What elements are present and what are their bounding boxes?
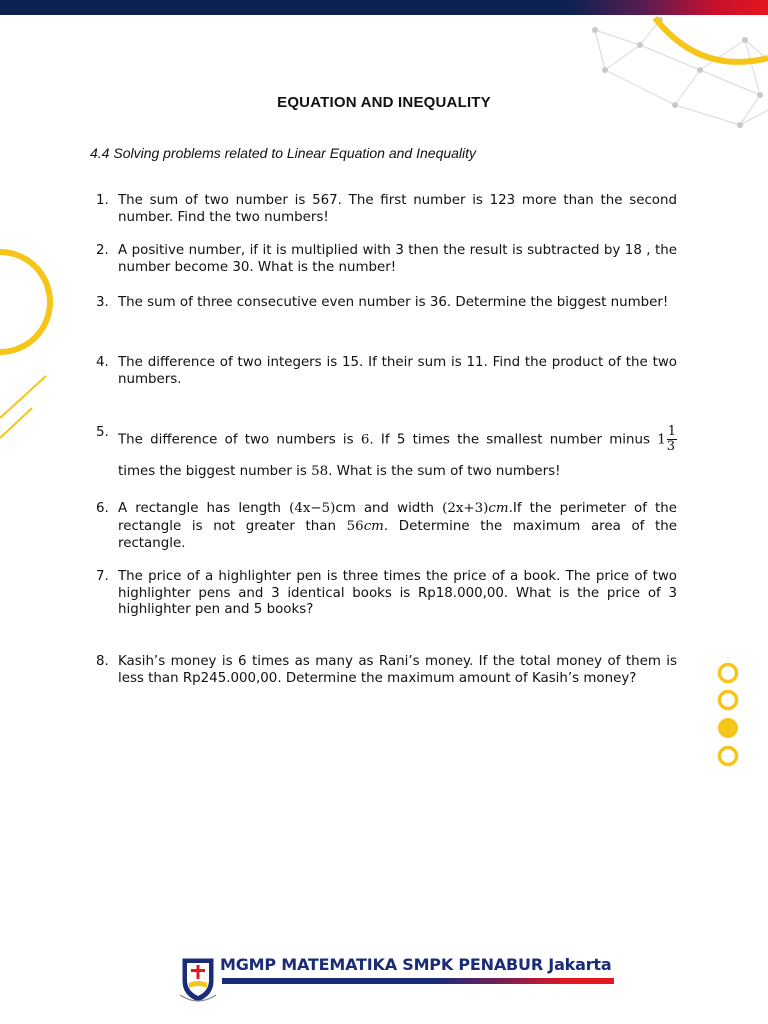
footer-divider (222, 978, 614, 984)
page-title: EQUATION AND INEQUALITY (277, 94, 491, 111)
problem-text: .If the perimeter of the rectangle is not greater than (118, 501, 677, 534)
math-expression-width: (2x+3) (442, 501, 489, 516)
problem-text: A positive number, if it is multiplied with 3 then the result is subtracted by 18 , the number become 30. What is the number! (118, 243, 677, 275)
problem-text: The difference of two integers is 15. If their sum is 11. Find the product of the two numbers. (118, 355, 677, 387)
problem-number: 1. (96, 193, 109, 208)
problem-text: The price of a highlighter pen is three times the price of a book. The price of two highlighter pens and 3 identical books is Rp18.000,00. What is the price of 3 highlighter pen and 5 books? (118, 569, 677, 617)
problem-number: 3. (96, 295, 109, 310)
problem-item (90, 569, 677, 619)
right-dots-indicator (718, 665, 738, 765)
problem-text: The sum of two number is 567. The first number is 123 more than the second number. Find the two numbers! (118, 193, 677, 225)
problem-text: The difference of two numbers is (118, 432, 361, 448)
math-value: 6 (360, 432, 370, 448)
left-ring (0, 252, 50, 352)
problem-number: 2. (96, 243, 109, 258)
problem-text: The sum of three consecutive even number is 36. Determine the biggest number! (118, 295, 669, 310)
problem-text: . If 5 times the smallest number minus (369, 432, 658, 448)
page-subtitle: 4.4 Solving problems related to Linear Equation and Inequality (90, 145, 477, 161)
problem-text: . What is the sum of two numbers! (328, 464, 561, 479)
problem-number: 8. (96, 654, 109, 669)
problem-text: Kasih’s money is 6 times as many as Rani’s money. If the total money of them is less than Rp245.000,00. Determine the maximum amount of Kasih’s money? (118, 654, 677, 686)
problem-number: 6. (96, 501, 109, 516)
problem-number: 7. (96, 569, 109, 584)
fraction (667, 425, 677, 454)
fraction-denominator: 3 (666, 439, 675, 454)
problem-item (90, 193, 677, 226)
problem-text: cm and width (335, 501, 443, 516)
top-right-arc (655, 18, 768, 62)
mixed-number-whole: 1 (657, 432, 666, 448)
problem-number: 5. (96, 425, 109, 440)
problem-text: . Determine the maximum area of the rectangle. (118, 518, 677, 551)
problem-item (90, 355, 677, 388)
problem-text: A rectangle has length (118, 501, 290, 516)
problem-item (90, 500, 677, 553)
footer-organization: MGMP MATEMATIKA SMPK PENABUR Jakarta (220, 955, 612, 974)
problem-item (90, 425, 677, 481)
problem-number: 4. (96, 355, 109, 370)
math-value: 58 (311, 464, 329, 479)
math-expression-length: (4x−5) (289, 501, 336, 516)
math-unit: cm (363, 518, 384, 534)
math-value: 56 (346, 518, 364, 534)
problem-item (90, 243, 677, 276)
problem-text: times the biggest number is (118, 464, 312, 479)
math-unit: cm (488, 501, 509, 516)
problem-item (90, 654, 677, 687)
problem-item (90, 295, 677, 312)
school-logo (178, 955, 218, 1005)
fraction-numerator: 1 (667, 424, 676, 439)
